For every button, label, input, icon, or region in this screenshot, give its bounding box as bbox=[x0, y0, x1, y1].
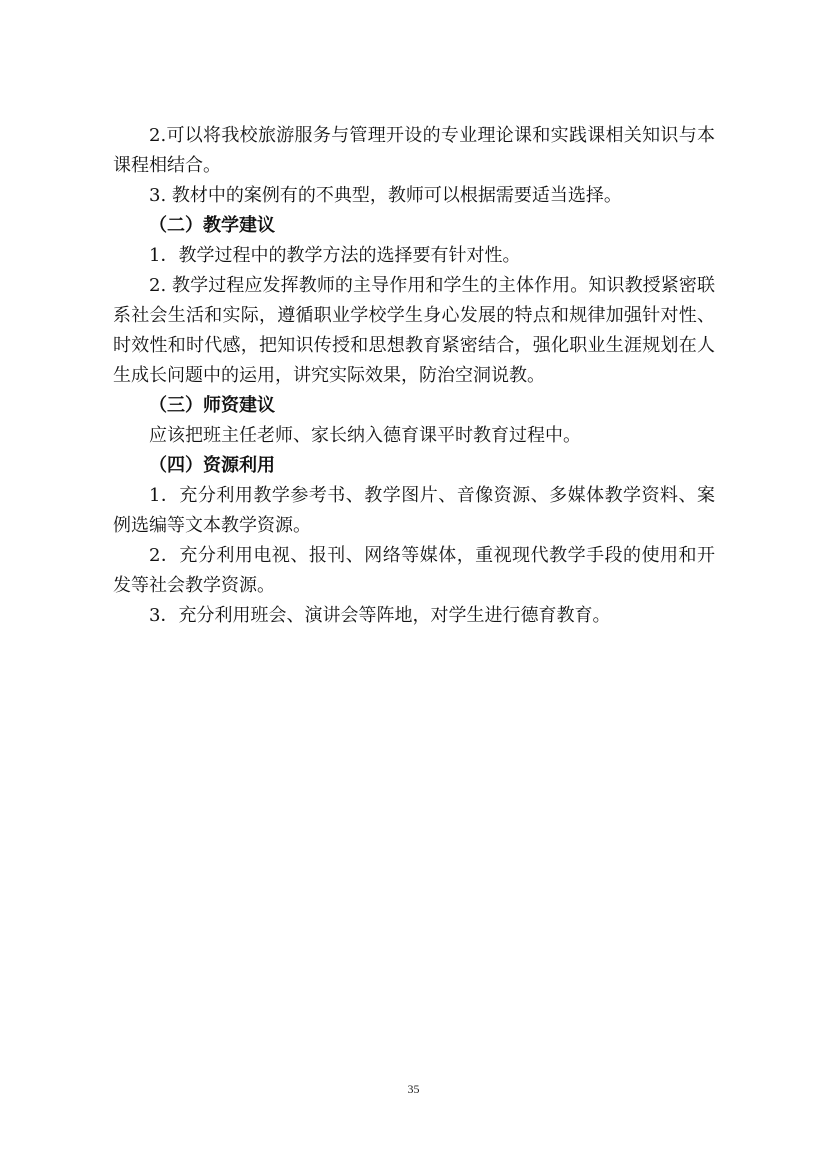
section-heading-faculty-suggestions: （三）师资建议 bbox=[149, 395, 275, 416]
paragraph-case-selection: 3. 教材中的案例有的不典型，教师可以根据需要适当选择。 bbox=[149, 185, 622, 206]
page-number: 35 bbox=[407, 1082, 420, 1096]
paragraph-activity-resources: 3．充分利用班会、演讲会等阵地，对学生进行德育教育。 bbox=[149, 605, 611, 626]
paragraph-media-resources: 2．充分利用电视、报刊、网络等媒体，重视现代教学手段的使用和开发等社会教学资源。 bbox=[113, 545, 715, 596]
paragraph-teacher-role: 2. 教学过程应发挥教师的主导作用和学生的主体作用。知识教授紧密联系社会生活和实际，遵循职业学校学生身心发展的特点和规律加强针对性、时效性和时代感，把知识传授和思想教育紧密结合，强化职业生涯规划在人生成长问题中的运用，讲究实际效果，防治空洞说教。 bbox=[113, 275, 715, 386]
paragraph-teaching-methods: 1．教学过程中的教学方法的选择要有针对性。 bbox=[149, 245, 521, 266]
section-heading-teaching-suggestions: （二）教学建议 bbox=[149, 215, 275, 236]
paragraph-faculty: 应该把班主任老师、家长纳入德育课平时教育过程中。 bbox=[149, 425, 581, 446]
paragraph-text-resources: 1．充分利用教学参考书、教学图片、音像资源、多媒体教学资料、案例选编等文本教学资源。 bbox=[113, 485, 715, 536]
document-body bbox=[113, 121, 715, 631]
section-heading-resource-use: （四）资源利用 bbox=[149, 455, 275, 476]
paragraph-resource-integration: 2.可以将我校旅游服务与管理开设的专业理论课和实践课相关知识与本课程相结合。 bbox=[113, 125, 715, 176]
